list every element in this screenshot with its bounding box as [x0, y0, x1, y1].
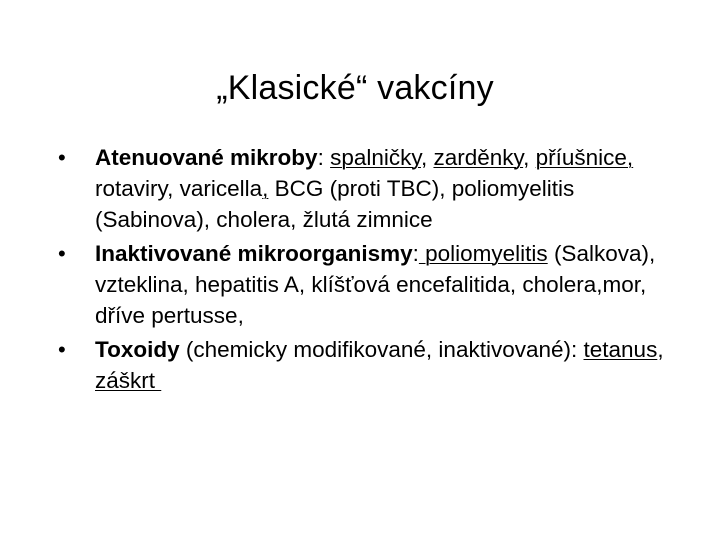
bullet-icon: •: [58, 241, 66, 266]
bullet-item-attenuated: [58, 142, 688, 235]
bullet-icon: •: [58, 337, 66, 362]
text-sep: ,: [420, 145, 434, 170]
text-sep: ,: [657, 337, 664, 362]
bullet-icon: •: [58, 145, 66, 170]
vaccine-zaskrt: záškrt: [95, 368, 162, 393]
bullet-term: Inaktivované mikroorganismy: [95, 241, 413, 266]
vaccine-tetanus: tetanus: [583, 337, 658, 362]
vaccine-zardenky: zarděnky: [433, 145, 524, 170]
bullet-text: (Salkova), vzteklina, hepatitis A, klíšťová encefalitida, cholera,mor, dříve pertusse,: [95, 241, 656, 328]
vaccine-priusnice: příušnice,: [535, 145, 634, 170]
text-sep: ,: [523, 145, 536, 170]
slide-title-text: „Klasické“ vakcíny: [216, 69, 494, 107]
bullet-term: Toxoidy: [95, 337, 180, 362]
bullet-list: [58, 142, 688, 399]
bullet-colon: :: [412, 241, 419, 266]
bullet-colon: :: [317, 145, 331, 170]
underlined-comma: ,: [262, 176, 269, 201]
vaccine-spalnicky: spalničky: [330, 145, 421, 170]
bullet-text: BCG (proti TBC), poliomyelitis (Sabinova), cholera, žlutá zimnice: [95, 176, 575, 232]
bullet-item-inactivated: [58, 238, 688, 331]
vaccine-poliomyelitis: poliomyelitis: [418, 241, 548, 266]
bullet-text: (chemicky modifikované, inaktivované):: [179, 337, 584, 362]
bullet-text: rotaviry, varicella: [95, 176, 263, 201]
bullet-term: Atenuované mikroby: [95, 145, 318, 170]
bullet-item-toxoids: [58, 334, 688, 396]
slide-title: [0, 62, 720, 114]
